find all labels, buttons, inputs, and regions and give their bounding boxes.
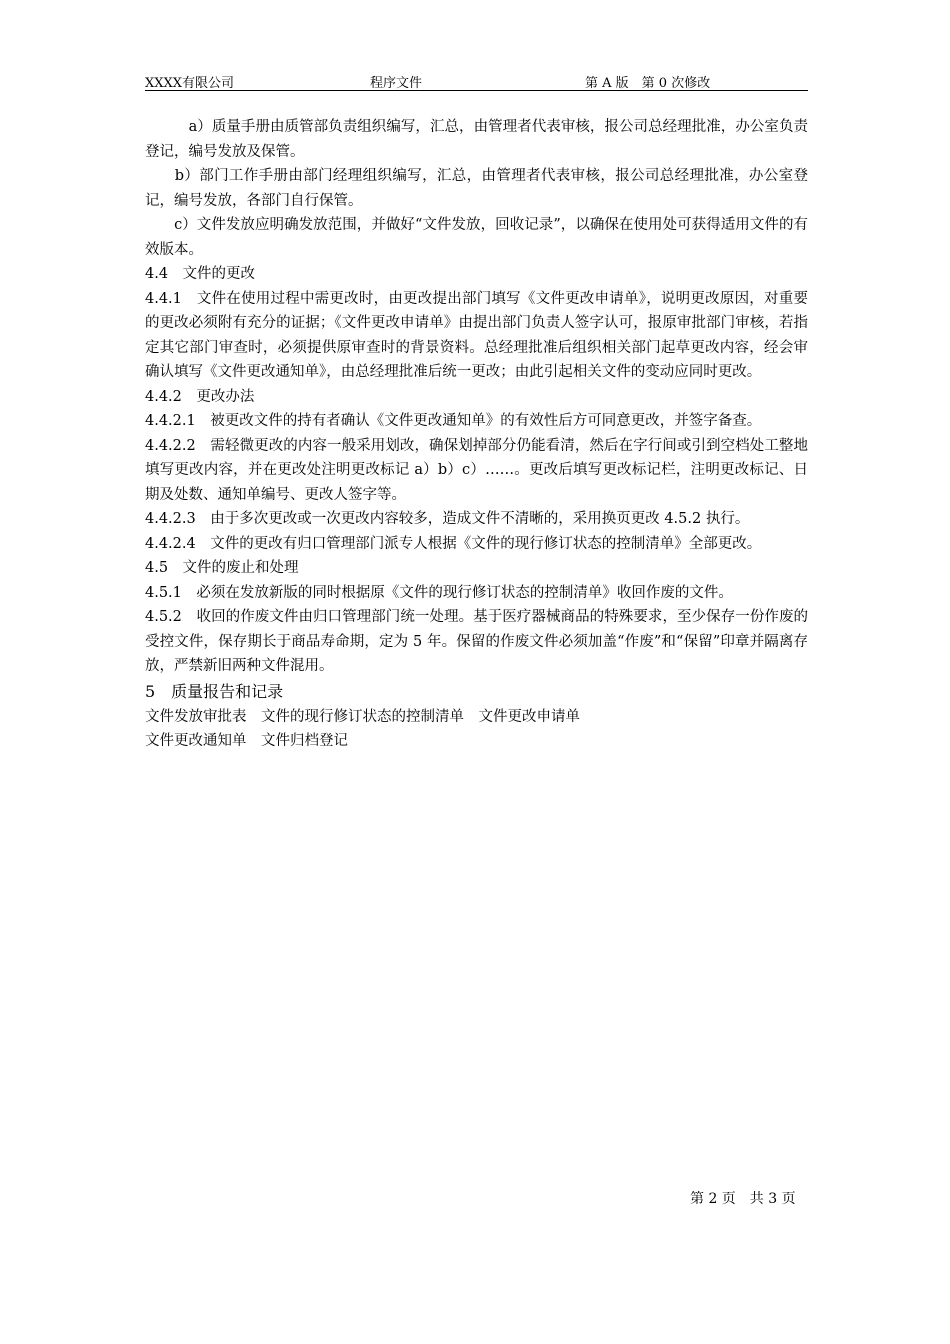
records-line-1: 文件发放审批表 文件的现行修订状态的控制清单 文件更改申请单 — [145, 708, 580, 725]
paragraph-4-4-2-3: 4.4.2.3 由于多次更改或一次更改内容较多，造成文件不清晰的，采用换页更改 4.5.2 执行。 — [145, 511, 750, 527]
header-doc-type: 程序文件 — [370, 76, 423, 91]
page-header — [145, 70, 808, 91]
header-company: XXXX有限公司 — [145, 76, 235, 91]
records-line-2: 文件更改通知单 文件归档登记 — [145, 733, 348, 749]
heading-4-5: 4.5 文件的废止和处理 — [145, 560, 299, 576]
paragraph-4-3-c: c）文件发放应明确发放范围，并做好“文件发放，回收记录”，以确保在使用处可获得适用文件的有效版本。 — [145, 217, 808, 258]
document-body — [145, 115, 808, 754]
page-number: 第 2 页 共 3 页 — [690, 1191, 796, 1207]
paragraph-4-4-2-1: 4.4.2.1 被更改文件的持有者确认《文件更改通知单》的有效性后方可同意更改，并签字备查。 — [145, 413, 762, 429]
paragraph-4-5-2: 4.5.2 收回的作废文件由归口管理部门统一处理。基于医疗器械商品的特殊要求，至少保存一份作废的受控文件，保存期长于商品寿命期，定为 5 年。保留的作废文件必须加盖“作废”和“保留”印章并隔离存放，严禁新旧两种文件混用。 — [145, 609, 808, 674]
heading-4-4-2: 4.4.2 更改办法 — [145, 388, 255, 405]
paragraph-4-4-1: 4.4.1 文件在使用过程中需更改时，由更改提出部门填写《文件更改申请单》，说明更改原因，对重要的更改必须附有充分的证据；《文件更改申请单》由提出部门负责人签字认可，报原审批部门审核，若指定其它部门审查时，必须提供原审查时的背景资料。总经理批准后组织相关部门起草更改内容，经会审确认填写《文件更改通知单》，由总经理批准后统一更改；由此引起相关文件的变动应同时更改。 — [145, 290, 808, 380]
paragraph-4-4-2-4: 4.4.2.4 文件的更改有归口管理部门派专人根据《文件的现行修订状态的控制清单》全部更改。 — [145, 535, 762, 552]
header-version: 第 A 版 第 0 次修改 — [585, 76, 711, 91]
heading-section-5: 5 质量报告和记录 — [145, 681, 284, 701]
paragraph-4-3-b: b）部门工作手册由部门经理组织编写，汇总，由管理者代表审核，报公司总经理批准，办公室登记，编号发放，各部门自行保管。 — [145, 168, 808, 209]
paragraph-4-5-1: 4.5.1 必须在发放新版的同时根据原《文件的现行修订状态的控制清单》收回作废的文件。 — [145, 584, 733, 601]
paragraph-4-4-2-2: 4.4.2.2 需轻微更改的内容一般采用划改，确保划掉部分仍能看清，然后在字行间或引到空档处工整地填写更改内容，并在更改处注明更改标记 a）b）c）……。更改后填写更改标记栏，注明更改标记、日期及处数、通知单编号、更改人签字等。 — [145, 437, 808, 503]
paragraph-4-3-a: a）质量手册由质管部负责组织编写，汇总，由管理者代表审核，报公司总经理批准，办公室负责登记，编号发放及保管。 — [145, 119, 809, 160]
heading-4-4: 4.4 文件的更改 — [145, 266, 256, 282]
